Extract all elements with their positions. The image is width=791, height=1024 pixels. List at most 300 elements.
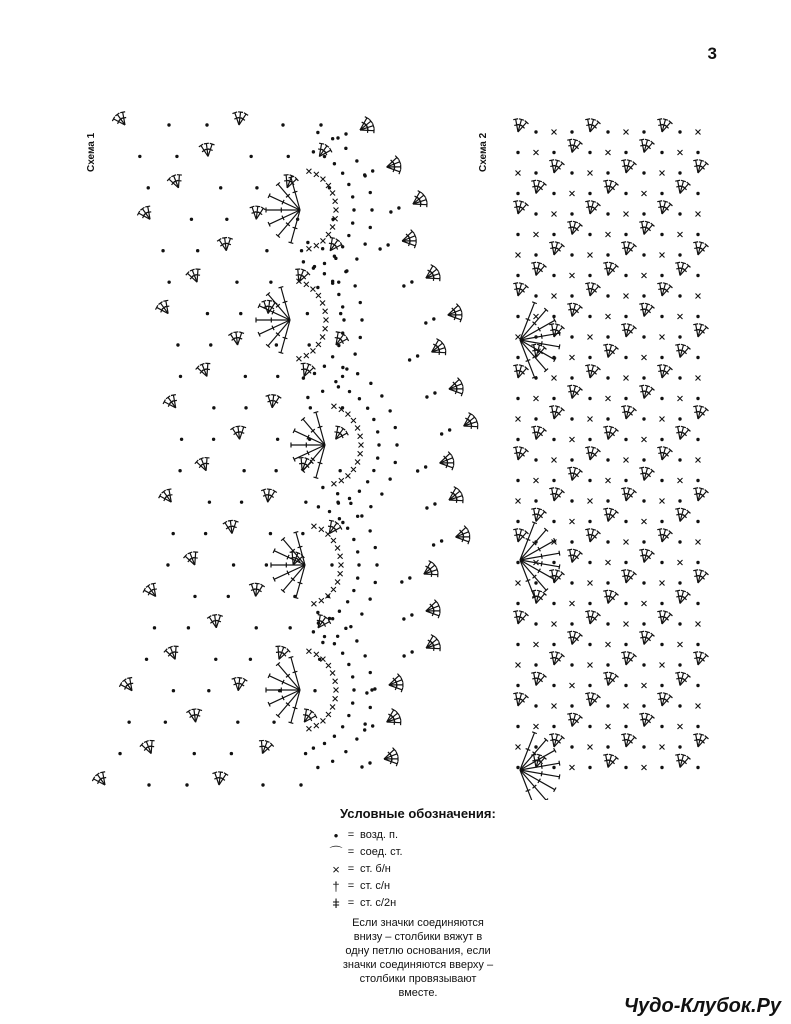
stitch-fan bbox=[657, 529, 672, 542]
single-crochet-mark bbox=[516, 663, 521, 668]
chain-stitch-mark bbox=[588, 684, 591, 687]
stitch-fan bbox=[603, 344, 618, 357]
double-crochet-mark bbox=[520, 522, 537, 560]
chain-stitch-mark bbox=[642, 622, 645, 625]
single-crochet-mark bbox=[516, 171, 521, 176]
chain-stitch-mark bbox=[642, 130, 645, 133]
chain-stitch-mark bbox=[516, 151, 519, 154]
stitch-fan bbox=[531, 426, 546, 439]
stitch-fan bbox=[567, 221, 582, 234]
chain-stitch-mark bbox=[624, 643, 627, 646]
chain-stitch-mark bbox=[516, 274, 519, 277]
double-crochet-mark bbox=[520, 302, 537, 340]
chain-stitch-mark bbox=[696, 438, 699, 441]
single-crochet-mark bbox=[642, 683, 647, 688]
single-crochet-mark bbox=[516, 499, 521, 504]
stitch-fan bbox=[513, 447, 528, 460]
single-crochet-mark bbox=[696, 130, 701, 135]
chain-stitch-mark bbox=[696, 643, 699, 646]
single-crochet-mark bbox=[606, 150, 611, 155]
chain-stitch-mark bbox=[606, 704, 609, 707]
chain-stitch-mark bbox=[516, 479, 519, 482]
chain-stitch-mark bbox=[534, 622, 537, 625]
chain-stitch-mark bbox=[570, 622, 573, 625]
single-crochet-mark bbox=[588, 581, 593, 586]
stitch-fan bbox=[549, 406, 564, 419]
chain-stitch-mark bbox=[696, 274, 699, 277]
stitch-fan bbox=[567, 631, 582, 644]
chain-stitch-mark bbox=[516, 356, 519, 359]
stitch-fan bbox=[693, 488, 708, 501]
stitch-fan bbox=[675, 344, 690, 357]
chain-stitch-mark bbox=[678, 212, 681, 215]
single-crochet-mark bbox=[696, 540, 701, 545]
stitch-fan bbox=[531, 672, 546, 685]
single-crochet-mark bbox=[624, 622, 629, 627]
single-crochet-mark bbox=[570, 519, 575, 524]
stitch-fan bbox=[531, 508, 546, 521]
chain-stitch-mark bbox=[552, 438, 555, 441]
chain-stitch-mark bbox=[642, 417, 645, 420]
stitch-fan bbox=[585, 201, 600, 214]
stitch-fan bbox=[693, 324, 708, 337]
single-crochet-mark bbox=[588, 745, 593, 750]
single-crochet-mark bbox=[678, 314, 683, 319]
single-crochet-mark bbox=[606, 314, 611, 319]
chain-stitch-mark bbox=[624, 684, 627, 687]
stitch-fan bbox=[657, 611, 672, 624]
stitch-fan bbox=[531, 590, 546, 603]
legend bbox=[328, 806, 528, 1000]
chain-stitch-mark bbox=[606, 745, 609, 748]
chain-stitch-mark bbox=[678, 663, 681, 666]
single-crochet-mark bbox=[660, 663, 665, 668]
chain-stitch-mark bbox=[552, 315, 555, 318]
chain-stitch-mark bbox=[516, 602, 519, 605]
chain-stitch-mark bbox=[516, 192, 519, 195]
cross-icon: × bbox=[332, 862, 340, 877]
chain-stitch-mark bbox=[606, 663, 609, 666]
stitch-fan bbox=[603, 590, 618, 603]
single-crochet-mark bbox=[624, 458, 629, 463]
chain-stitch-mark bbox=[642, 335, 645, 338]
stitch-fan bbox=[585, 693, 600, 706]
chain-stitch-mark bbox=[552, 274, 555, 277]
single-crochet-mark bbox=[516, 335, 521, 340]
single-crochet-mark bbox=[696, 212, 701, 217]
chain-stitch-mark bbox=[516, 397, 519, 400]
legend-note: Если значки соединяются внизу – столбики вяжут в одну петлю основания, если значки соединяются вверху – столбики провязывают вместе. bbox=[342, 917, 494, 999]
single-crochet-mark bbox=[660, 171, 665, 176]
single-crochet-mark bbox=[678, 642, 683, 647]
stitch-fan bbox=[603, 508, 618, 521]
page-number: 3 bbox=[707, 44, 717, 63]
chain-stitch-mark bbox=[606, 540, 609, 543]
chain-stitch-mark bbox=[588, 561, 591, 564]
chain-stitch-mark bbox=[696, 397, 699, 400]
chain-stitch-mark bbox=[570, 458, 573, 461]
single-crochet-mark bbox=[678, 560, 683, 565]
single-crochet-mark bbox=[552, 294, 557, 299]
single-crochet-mark bbox=[678, 724, 683, 729]
chain-stitch-mark bbox=[624, 520, 627, 523]
stitch-fan bbox=[675, 180, 690, 193]
stitch-fan bbox=[657, 201, 672, 214]
chain-stitch-mark bbox=[642, 540, 645, 543]
chain-stitch-mark bbox=[678, 704, 681, 707]
chain-stitch-mark bbox=[678, 458, 681, 461]
legend-row-single-crochet bbox=[328, 861, 528, 878]
chain-stitch-mark bbox=[660, 479, 663, 482]
stitch-fan bbox=[675, 754, 690, 767]
chain-stitch-mark bbox=[642, 212, 645, 215]
chain-stitch-mark bbox=[588, 151, 591, 154]
single-crochet-mark bbox=[552, 622, 557, 627]
single-crochet-mark bbox=[624, 704, 629, 709]
chain-stitch-mark bbox=[552, 561, 555, 564]
single-crochet-mark bbox=[678, 478, 683, 483]
chain-stitch-mark bbox=[660, 766, 663, 769]
chain-stitch-mark bbox=[570, 417, 573, 420]
stitch-fan bbox=[675, 590, 690, 603]
chain-stitch-mark bbox=[606, 335, 609, 338]
single-crochet-mark bbox=[642, 601, 647, 606]
chain-stitch-mark bbox=[516, 766, 519, 769]
single-crochet-mark bbox=[516, 417, 521, 422]
stitch-fan bbox=[621, 652, 636, 665]
stitch-fan bbox=[639, 467, 654, 480]
chain-stitch-mark bbox=[678, 376, 681, 379]
single-crochet-mark bbox=[516, 581, 521, 586]
legend-title: Условные обозначения: bbox=[340, 806, 496, 821]
chain-stitch-mark bbox=[660, 520, 663, 523]
chain-stitch-mark bbox=[678, 499, 681, 502]
stitch-fan bbox=[657, 447, 672, 460]
chain-stitch-mark bbox=[606, 622, 609, 625]
chain-stitch-mark bbox=[696, 192, 699, 195]
double-crochet-mark bbox=[520, 732, 537, 770]
single-crochet-mark bbox=[642, 355, 647, 360]
chain-stitch-mark bbox=[678, 622, 681, 625]
single-crochet-mark bbox=[624, 212, 629, 217]
chain-stitch-mark bbox=[552, 397, 555, 400]
chain-stitch-mark bbox=[660, 315, 663, 318]
single-crochet-mark bbox=[570, 437, 575, 442]
single-crochet-mark bbox=[624, 540, 629, 545]
chain-stitch-mark bbox=[624, 274, 627, 277]
chain-stitch-mark bbox=[642, 704, 645, 707]
single-crochet-mark bbox=[534, 724, 539, 729]
chain-stitch-mark bbox=[678, 294, 681, 297]
chain-stitch-mark bbox=[552, 192, 555, 195]
single-crochet-mark bbox=[660, 499, 665, 504]
single-crochet-mark bbox=[642, 437, 647, 442]
single-crochet-mark bbox=[642, 519, 647, 524]
chain-stitch-mark bbox=[570, 745, 573, 748]
single-crochet-mark bbox=[642, 273, 647, 278]
single-crochet-mark bbox=[588, 335, 593, 340]
chain-stitch-mark bbox=[678, 540, 681, 543]
single-crochet-mark bbox=[588, 499, 593, 504]
single-crochet-mark bbox=[570, 273, 575, 278]
chain-stitch-mark bbox=[696, 479, 699, 482]
legend-text: возд. п. bbox=[360, 829, 399, 841]
stitch-fan bbox=[549, 488, 564, 501]
chain-stitch-mark bbox=[606, 130, 609, 133]
single-crochet-mark bbox=[534, 642, 539, 647]
stitch-fan bbox=[621, 406, 636, 419]
stitch-fan bbox=[675, 508, 690, 521]
chain-stitch-mark bbox=[678, 171, 681, 174]
chain-stitch-mark bbox=[534, 171, 537, 174]
stitch-fan bbox=[549, 734, 564, 747]
chain-stitch-mark bbox=[606, 294, 609, 297]
legend-text: соед. ст. bbox=[360, 846, 403, 858]
stitch-fan bbox=[549, 160, 564, 173]
chain-stitch-mark bbox=[570, 499, 573, 502]
stitch-fan bbox=[657, 283, 672, 296]
chain-stitch-mark bbox=[588, 643, 591, 646]
chain-stitch-mark bbox=[660, 274, 663, 277]
chain-stitch-mark bbox=[588, 315, 591, 318]
stitch-fan bbox=[693, 734, 708, 747]
chain-stitch-mark bbox=[534, 499, 537, 502]
chain-stitch-mark bbox=[570, 376, 573, 379]
chain-stitch-mark bbox=[534, 417, 537, 420]
stitch-fan bbox=[621, 734, 636, 747]
chain-stitch-mark bbox=[588, 397, 591, 400]
single-crochet-mark bbox=[642, 765, 647, 770]
chain-stitch-mark bbox=[534, 704, 537, 707]
chain-stitch-mark bbox=[624, 397, 627, 400]
double-crochet-mark bbox=[520, 528, 548, 560]
double-crochet-mark bbox=[520, 738, 548, 770]
stitch-fan bbox=[621, 160, 636, 173]
single-crochet-mark bbox=[660, 417, 665, 422]
double-crochet-mark bbox=[520, 551, 560, 560]
chain-stitch-mark bbox=[534, 294, 537, 297]
legend-row-double-crochet bbox=[328, 878, 528, 895]
single-crochet-mark bbox=[696, 704, 701, 709]
chain-stitch-mark bbox=[624, 151, 627, 154]
stitch-fan bbox=[621, 570, 636, 583]
stitch-fan bbox=[639, 385, 654, 398]
chain-stitch-mark bbox=[696, 766, 699, 769]
chain-stitch-mark bbox=[624, 602, 627, 605]
single-crochet-mark bbox=[588, 253, 593, 258]
chain-stitch-mark bbox=[606, 499, 609, 502]
chain-stitch-mark bbox=[624, 315, 627, 318]
single-crochet-mark bbox=[516, 253, 521, 258]
chain-stitch-mark bbox=[516, 684, 519, 687]
chain-stitch-mark bbox=[552, 643, 555, 646]
stitch-fan bbox=[603, 180, 618, 193]
single-crochet-mark bbox=[624, 130, 629, 135]
single-crochet-mark bbox=[534, 150, 539, 155]
stitch-fan bbox=[513, 529, 528, 542]
chain-stitch-mark bbox=[606, 458, 609, 461]
chain-stitch-mark bbox=[678, 417, 681, 420]
single-crochet-mark bbox=[660, 745, 665, 750]
chain-stitch-mark bbox=[552, 151, 555, 154]
stitch-fan bbox=[603, 426, 618, 439]
chain-stitch-mark bbox=[642, 253, 645, 256]
single-crochet-mark bbox=[588, 171, 593, 176]
stitch-fan bbox=[549, 570, 564, 583]
chain-stitch-mark bbox=[570, 171, 573, 174]
stitch-fan bbox=[531, 262, 546, 275]
chain-stitch-mark bbox=[606, 417, 609, 420]
stitch-fan bbox=[621, 242, 636, 255]
single-crochet-mark bbox=[642, 191, 647, 196]
chain-stitch-mark bbox=[534, 581, 537, 584]
single-crochet-mark bbox=[624, 294, 629, 299]
chain-stitch-mark bbox=[534, 745, 537, 748]
chain-stitch-mark bbox=[606, 171, 609, 174]
single-crochet-mark bbox=[696, 622, 701, 627]
chain-stitch-mark bbox=[534, 253, 537, 256]
stitch-fan bbox=[567, 713, 582, 726]
chain-stitch-mark bbox=[588, 192, 591, 195]
legend-row-treble-crochet bbox=[328, 895, 528, 912]
chain-stitch-mark bbox=[696, 151, 699, 154]
chain-stitch-mark bbox=[642, 581, 645, 584]
chain-stitch-mark bbox=[534, 458, 537, 461]
legend-text: ст. с/н bbox=[360, 880, 391, 892]
chain-stitch-mark bbox=[642, 458, 645, 461]
stitch-fan bbox=[585, 119, 600, 132]
chain-stitch-mark bbox=[552, 233, 555, 236]
stitch-fan bbox=[585, 365, 600, 378]
chain-stitch-mark bbox=[660, 233, 663, 236]
single-crochet-mark bbox=[570, 601, 575, 606]
chain-stitch-mark bbox=[624, 561, 627, 564]
dot-icon: • bbox=[333, 828, 339, 843]
stitch-fan bbox=[513, 365, 528, 378]
single-crochet-mark bbox=[552, 704, 557, 709]
chain-stitch-mark bbox=[696, 233, 699, 236]
stitch-fan bbox=[585, 529, 600, 542]
single-crochet-mark bbox=[534, 232, 539, 237]
chain-stitch-mark bbox=[588, 479, 591, 482]
scheme1-label: Схема 1 bbox=[86, 132, 97, 172]
chain-stitch-mark bbox=[606, 376, 609, 379]
stitch-fan bbox=[693, 570, 708, 583]
single-crochet-mark bbox=[606, 724, 611, 729]
single-crochet-mark bbox=[588, 417, 593, 422]
single-crochet-mark bbox=[678, 396, 683, 401]
chain-stitch-mark bbox=[660, 725, 663, 728]
stitch-fan bbox=[675, 262, 690, 275]
single-crochet-mark bbox=[606, 232, 611, 237]
stitch-fan bbox=[657, 365, 672, 378]
single-crochet-mark bbox=[570, 765, 575, 770]
legend-equals: = bbox=[347, 897, 355, 909]
single-crochet-mark bbox=[696, 458, 701, 463]
chain-stitch-mark bbox=[678, 253, 681, 256]
single-crochet-mark bbox=[552, 212, 557, 217]
stitch-fan bbox=[531, 180, 546, 193]
chain-stitch-mark bbox=[552, 684, 555, 687]
stitch-fan bbox=[567, 303, 582, 316]
stitch-fan bbox=[675, 426, 690, 439]
chain-stitch-mark bbox=[624, 192, 627, 195]
single-crochet-mark bbox=[606, 560, 611, 565]
chain-stitch-mark bbox=[660, 192, 663, 195]
single-crochet-mark bbox=[516, 745, 521, 750]
legend-equals: = bbox=[347, 829, 355, 841]
chain-stitch-mark bbox=[642, 663, 645, 666]
scheme2-label: Схема 2 bbox=[478, 132, 489, 172]
chain-stitch-mark bbox=[606, 581, 609, 584]
chain-stitch-mark bbox=[570, 663, 573, 666]
single-crochet-mark bbox=[660, 335, 665, 340]
double-crochet-mark bbox=[520, 308, 548, 340]
chain-stitch-mark bbox=[552, 602, 555, 605]
chain-stitch-mark bbox=[696, 684, 699, 687]
single-crochet-mark bbox=[606, 642, 611, 647]
chain-stitch-mark bbox=[696, 561, 699, 564]
single-crochet-mark bbox=[534, 314, 539, 319]
dagger-icon: † bbox=[332, 879, 340, 894]
chain-stitch-mark bbox=[516, 315, 519, 318]
chain-stitch-mark bbox=[588, 766, 591, 769]
double-crochet-mark bbox=[520, 770, 560, 779]
chain-stitch-mark bbox=[516, 561, 519, 564]
single-crochet-mark bbox=[660, 253, 665, 258]
chain-stitch-mark bbox=[696, 356, 699, 359]
chain-stitch-mark bbox=[552, 725, 555, 728]
chain-stitch-mark bbox=[660, 684, 663, 687]
stitch-fan bbox=[549, 242, 564, 255]
single-crochet-mark bbox=[660, 581, 665, 586]
stitch-fan bbox=[621, 324, 636, 337]
chain-stitch-mark bbox=[696, 315, 699, 318]
chain-stitch-mark bbox=[534, 130, 537, 133]
stitch-fan bbox=[603, 262, 618, 275]
single-crochet-mark bbox=[606, 478, 611, 483]
chain-stitch-mark bbox=[570, 212, 573, 215]
chain-stitch-mark bbox=[642, 499, 645, 502]
stitch-fan bbox=[567, 139, 582, 152]
legend-text: ст. б/н bbox=[360, 863, 391, 875]
chain-stitch-mark bbox=[642, 171, 645, 174]
stitch-fan bbox=[567, 385, 582, 398]
stitch-fan bbox=[693, 652, 708, 665]
stitch-fan bbox=[567, 549, 582, 562]
stitch-fan bbox=[549, 652, 564, 665]
chain-stitch-mark bbox=[516, 520, 519, 523]
chain-stitch-mark bbox=[696, 602, 699, 605]
stitch-fan bbox=[513, 201, 528, 214]
chain-stitch-mark bbox=[660, 397, 663, 400]
stitch-fan bbox=[693, 242, 708, 255]
single-crochet-mark bbox=[570, 191, 575, 196]
legend-row-slip-stitch bbox=[328, 844, 528, 861]
chain-stitch-mark bbox=[588, 602, 591, 605]
chain-stitch-mark bbox=[588, 438, 591, 441]
stitch-fan bbox=[513, 693, 528, 706]
chain-stitch-mark bbox=[570, 335, 573, 338]
stitch-fan bbox=[657, 119, 672, 132]
chain-stitch-mark bbox=[570, 130, 573, 133]
legend-row-chain bbox=[328, 827, 528, 844]
single-crochet-mark bbox=[696, 294, 701, 299]
chain-stitch-mark bbox=[552, 479, 555, 482]
chain-stitch-mark bbox=[552, 520, 555, 523]
single-crochet-mark bbox=[570, 355, 575, 360]
legend-equals: = bbox=[347, 846, 355, 858]
